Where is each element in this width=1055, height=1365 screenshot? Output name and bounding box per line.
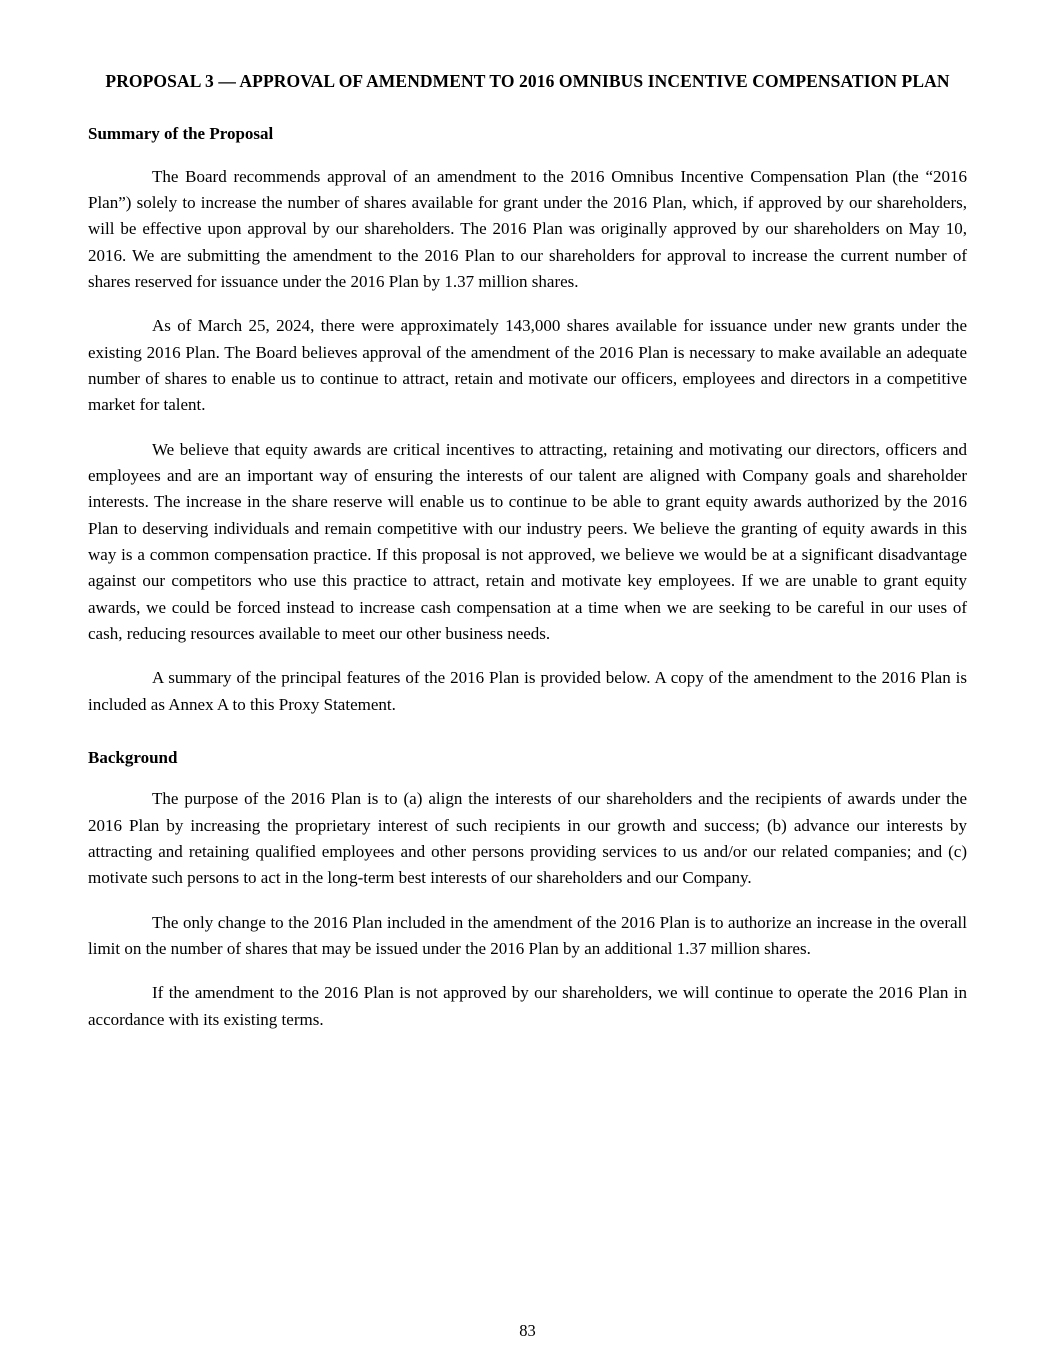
paragraph: A summary of the principal features of the 2016 Plan is provided below. A copy of the amendment to the 2016 Plan is included as Annex A to this Proxy Statement.	[88, 668, 967, 714]
paragraph: We believe that equity awards are critical incentives to attracting, retaining and motivating our directors, officers and employees and are an important way of ensuring the interests of our talent are aligned with Company goals and shareholder interests. The increase in the share reserve will enable us to continue to be able to grant equity awards authorized by the 2016 Plan to deserving individuals and remain competitive with our industry peers. We believe the granting of equity awards in this way is a common compensation practice. If this proposal is not approved, we believe we would be at a significant disadvantage against our competitors who use this practice to attract, retain and motivate key employees. If we are unable to grant equity awards, we could be forced instead to increase cash compensation at a time when we are seeking to be careful in our uses of cash, reducing resources available to meet our other business needs.	[88, 439, 967, 644]
paragraph: As of March 25, 2024, there were approximately 143,000 shares available for issuance under new grants under the existing 2016 Plan. The Board believes approval of the amendment of the 2016 Plan is necessary to make available an adequate number of shares to enable us to continue to attract, retain and motivate our officers, employees and directors in a competitive market for talent.	[88, 316, 967, 415]
section-heading-summary-of-the-proposal: Summary of the Proposal	[88, 123, 274, 143]
paragraph: The only change to the 2016 Plan included in the amendment of the 2016 Plan is to authorize an increase in the overall limit on the number of shares that may be issued under the 2016 Plan by an additional 1.37 million shares.	[88, 912, 967, 958]
page-number: 83	[519, 1321, 536, 1340]
page-title: PROPOSAL 3 — APPROVAL OF AMENDMENT TO 2016 OMNIBUS INCENTIVE COMPENSATION PLAN	[105, 71, 950, 91]
paragraph: The purpose of the 2016 Plan is to (a) align the interests of our shareholders and the recipients of awards under the 2016 Plan by increasing the proprietary interest of such recipients in our growth and success; (b) advance our interests by attracting and retaining qualified employees and other persons providing services to us and/or our related companies; and (c) motivate such persons to act in the long-term best interests of our shareholders and our Company.	[88, 789, 967, 888]
paragraph: The Board recommends approval of an amendment to the 2016 Omnibus Incentive Compensation Plan (the “2016 Plan”) solely to increase the number of shares available for grant under the 2016 Plan, which, if approved by our shareholders, will be effective upon approval by our shareholders. The 2016 Plan was originally approved by our shareholders on May 10, 2016. We are submitting the amendment to the 2016 Plan to our shareholders for approval to increase the current number of shares reserved for issuance under the 2016 Plan by 1.37 million shares.	[88, 166, 967, 291]
paragraph: If the amendment to the 2016 Plan is not approved by our shareholders, we will continue to operate the 2016 Plan in accordance with its existing terms.	[88, 983, 967, 1029]
section-heading-background: Background	[88, 748, 178, 768]
